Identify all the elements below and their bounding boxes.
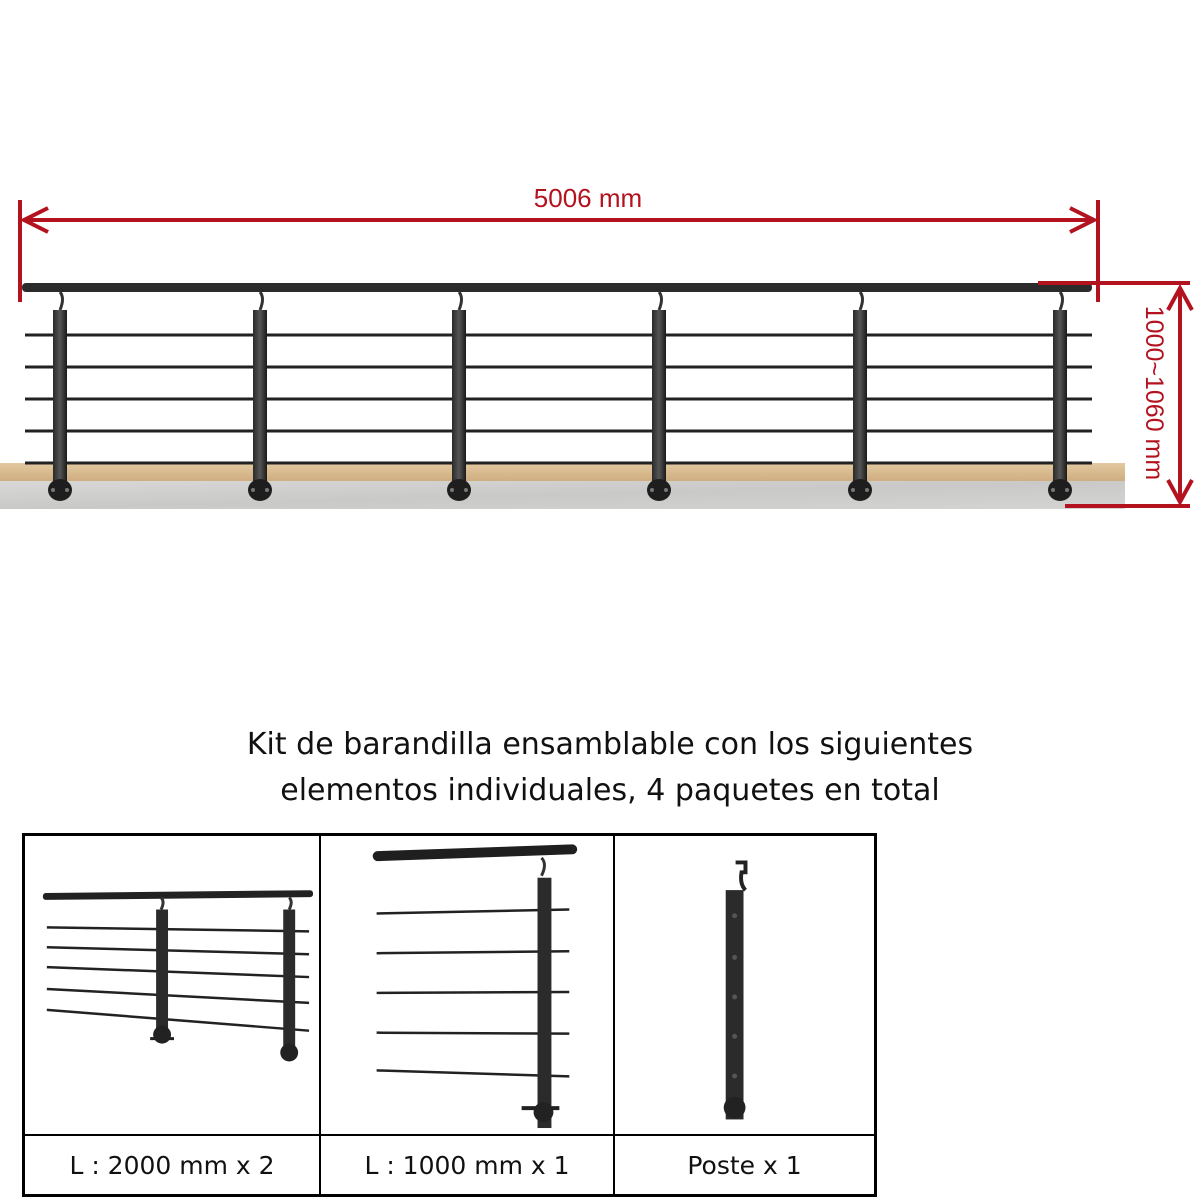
wood-floor <box>0 463 1125 481</box>
component-label-1: L : 2000 mm x 2 <box>25 1136 321 1194</box>
railing-section-two-posts-icon <box>25 836 319 1134</box>
horizontal-bars <box>25 335 1092 463</box>
handrail <box>22 283 1092 292</box>
kit-title <box>200 722 1020 814</box>
railing-section-one-post-icon <box>321 836 613 1134</box>
components-table <box>22 833 877 1197</box>
kit-title-line-1: Kit de barandilla ensamblable con los siguientes <box>246 727 974 762</box>
component-image-2 <box>321 836 615 1136</box>
kit-title-line-2: elementos individuales, 4 paquetes en total <box>280 773 940 808</box>
component-label-3: Poste x 1 <box>687 1150 802 1180</box>
width-label: 5006 mm <box>533 183 643 213</box>
component-label-2: L : 1000 mm x 1 <box>321 1136 615 1194</box>
component-image-3 <box>615 836 874 1136</box>
single-post-icon <box>615 836 874 1134</box>
component-image-1 <box>25 836 321 1136</box>
height-label: 1000~1060 mm <box>1140 305 1168 481</box>
concrete-slab <box>0 481 1125 509</box>
